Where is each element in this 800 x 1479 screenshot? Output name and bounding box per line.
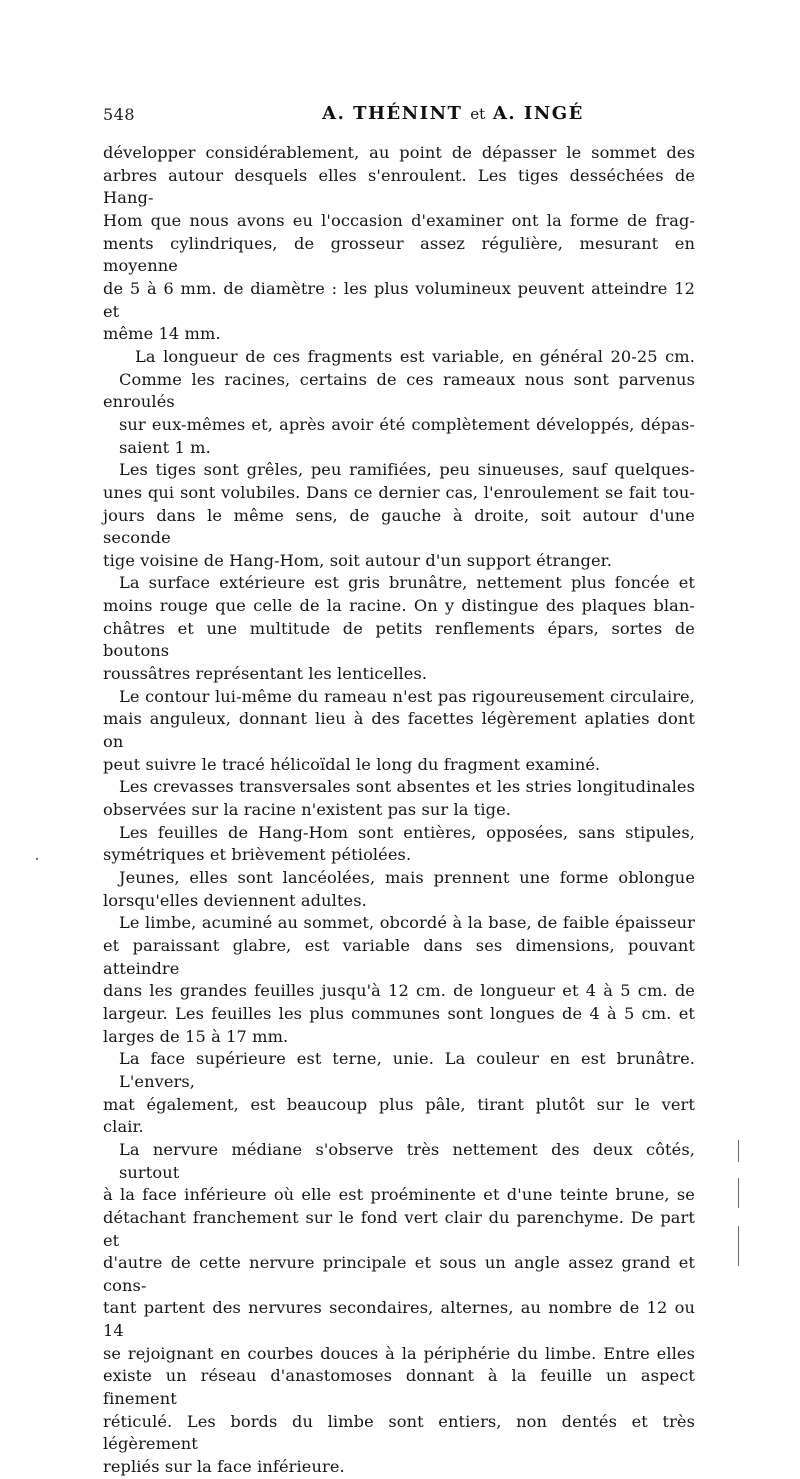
text-line: à la face inférieure où elle est proéminente et d'une teinte brune, se [103, 1185, 695, 1205]
text-line: larges de 15 à 17 mm. [103, 1026, 289, 1046]
text-line: ments cylindriques, de grosseur assez régulière, mesurant en moyenne [103, 233, 695, 276]
text-line: Jeunes, elles sont lancéolées, mais prennent une forme oblongue [119, 868, 695, 887]
text-line: Comme les racines, certains de ces rameaux nous sont parvenus enroulés [103, 369, 695, 412]
text-line: et paraissant glabre, est variable dans ses dimensions, pouvant atteindre [103, 935, 695, 978]
text-line: peut suivre le tracé hélicoïdal le long du fragment examiné. [103, 754, 601, 774]
text-line: existe un réseau d'anastomoses donnant à la feuille un aspect finement [103, 1366, 695, 1409]
text-line: unes qui sont volubiles. Dans ce dernier cas, l'enroulement se fait tou- [103, 482, 695, 502]
paragraph [103, 686, 695, 777]
text-line: développer considérablement, au point de dépasser le sommet des [103, 143, 695, 162]
paragraph [103, 912, 695, 1048]
paragraph [103, 572, 695, 685]
text-line: Les feuilles de Hang-Hom sont entières, opposées, sans stipules, [119, 822, 695, 842]
running-title [273, 103, 633, 124]
text-line: roussâtres représentant les lenticelles. [103, 664, 428, 684]
text-line: dans les grandes feuilles jusqu'à 12 cm. de longueur et 4 à 5 cm. de [103, 981, 695, 1001]
text-line: observées sur la racine n'existent pas sur la tige. [103, 800, 512, 820]
text-line: symétriques et brièvement pétiolées. [103, 845, 412, 865]
text-line: largeur. Les feuilles les plus communes sont longues de 4 à 5 cm. et [103, 1003, 695, 1023]
text-line: clair. [103, 1117, 144, 1137]
scan-edge-mark [738, 1140, 739, 1162]
text-line: détachant franchement sur le fond vert clair du parenchyme. De part et [103, 1207, 695, 1250]
text-line: La surface extérieure est gris brunâtre, nettement plus foncée et [119, 573, 695, 593]
text-line: La nervure médiane s'observe très nettement des deux côtés, surtout [119, 1139, 695, 1182]
text-line: lorsqu'elles deviennent adultes. [103, 890, 367, 910]
text-line: Hom que nous avons eu l'occasion d'examiner ont la forme de frag- [103, 210, 695, 230]
page-number: 548 [103, 105, 136, 124]
text-line: repliés sur la face inférieure. [103, 1457, 345, 1477]
text-line: mais anguleux, donnant lieu à des facettes légèrement aplaties dont on [103, 709, 695, 752]
paragraph [103, 346, 695, 459]
scan-edge-mark [738, 1178, 739, 1208]
text-line: se rejoignant en courbes douces à la périphérie du limbe. Entre elles [103, 1343, 695, 1363]
author-conjunction: et [470, 105, 486, 123]
author-2: A. INGÉ [492, 103, 584, 124]
text-line: Le contour lui-même du rameau n'est pas rigoureusement circulaire, [119, 686, 695, 706]
paragraph [103, 1048, 695, 1139]
margin-speck [36, 858, 38, 860]
text-line: sur eux-mêmes et, après avoir été complètement développés, dépas- [119, 414, 695, 434]
text-line: arbres autour desquels elles s'enroulent. Les tiges desséchées de Hang- [103, 165, 695, 208]
page-header [103, 105, 698, 129]
text-line: Les tiges sont grêles, peu ramifiées, peu sinueuses, sauf quelques- [119, 460, 695, 480]
text-line: châtres et une multitude de petits renflements épars, sortes de boutons [103, 618, 695, 661]
text-line: moins rouge que celle de la racine. On y distingue des plaques blan- [103, 596, 695, 616]
author-1: A. THÉNINT [322, 103, 463, 124]
paragraph [103, 142, 695, 346]
text-line: jours dans le même sens, de gauche à droite, soit autour d'une seconde [103, 505, 695, 548]
text-line: saient 1 m. [119, 437, 211, 457]
text-line: même 14 mm. [103, 324, 221, 344]
text-line: réticulé. Les bords du limbe sont entiers, non dentés et très légèrement [103, 1411, 695, 1454]
text-line: La longueur de ces fragments est variable, en général 20-25 cm. [135, 346, 695, 366]
scan-edge-mark [738, 1226, 739, 1266]
paragraph [103, 1139, 695, 1479]
text-line: Les crevasses transversales sont absentes et les stries longitudinales [119, 777, 695, 797]
text-line: mat également, est beaucoup plus pâle, tirant plutôt sur le vert [103, 1094, 695, 1114]
text-line: tant partent des nervures secondaires, alternes, au nombre de 12 ou 14 [103, 1298, 695, 1341]
paragraph [103, 459, 695, 572]
body-text [103, 142, 695, 1479]
text-line: de 5 à 6 mm. de diamètre : les plus volumineux peuvent atteindre 12 et [103, 278, 695, 321]
paragraph [103, 867, 695, 912]
paragraph [103, 822, 695, 867]
text-line: d'autre de cette nervure principale et sous un angle assez grand et cons- [103, 1253, 695, 1295]
text-line: Le limbe, acuminé au sommet, obcordé à la base, de faible épaisseur [119, 913, 695, 933]
paragraph [103, 776, 695, 821]
text-line: La face supérieure est terne, unie. La couleur en est brunâtre. L'envers, [119, 1049, 695, 1091]
text-line: tige voisine de Hang-Hom, soit autour d'un support étranger. [103, 550, 612, 570]
